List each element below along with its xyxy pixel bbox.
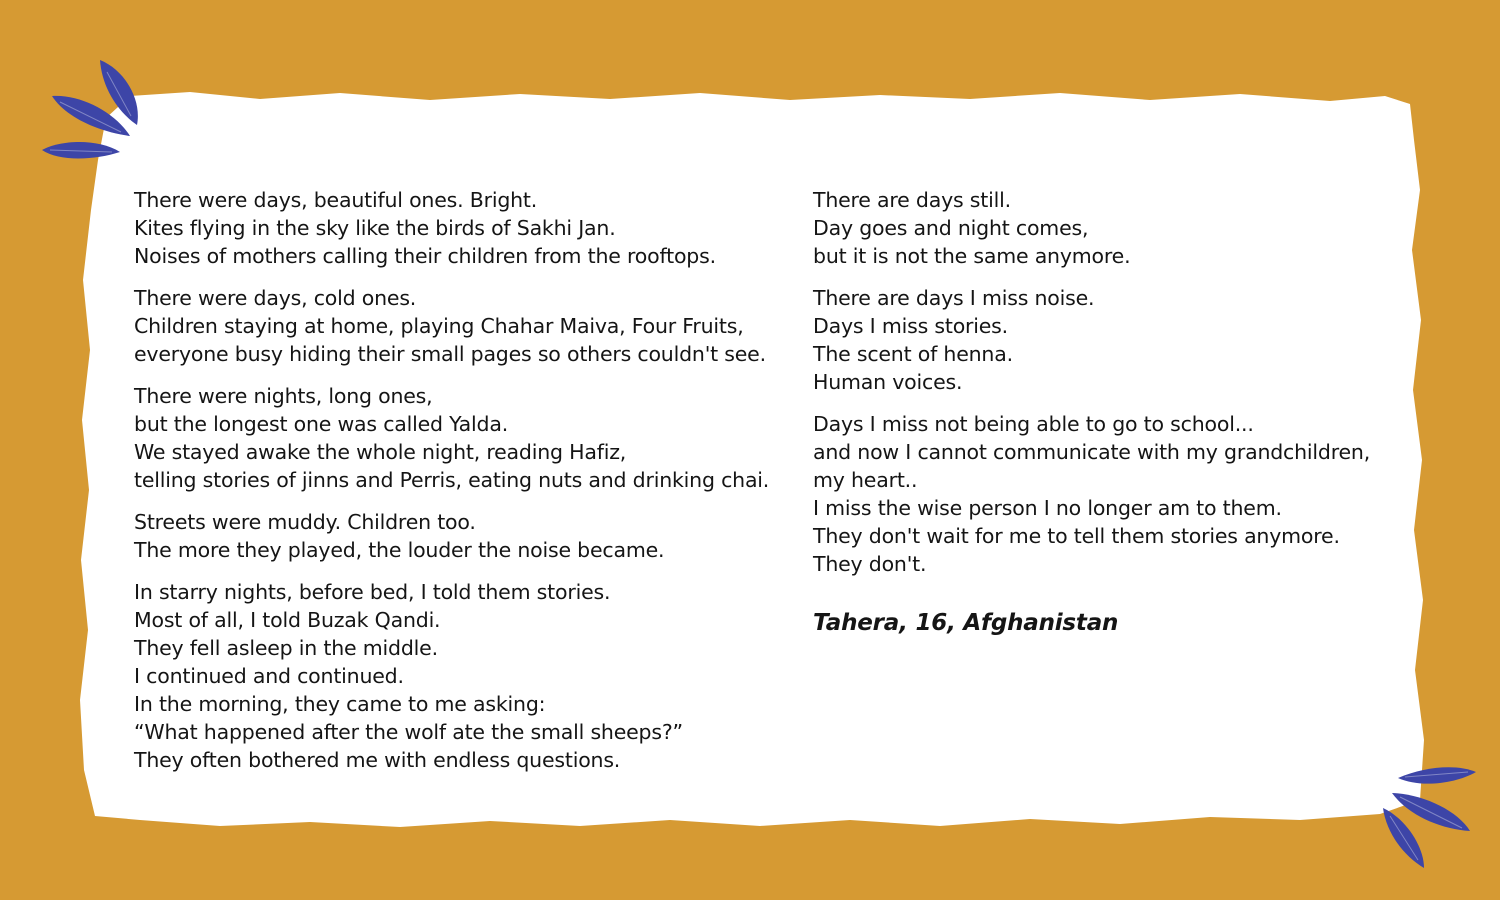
poem-line: Children staying at home, playing Chahar Maiva, Four Fruits, [134, 314, 744, 338]
poem-stanza [134, 578, 794, 774]
poem-line: Days I miss not being able to go to school... [813, 412, 1254, 436]
poem-stanza [813, 410, 1413, 578]
poem-line: The more they played, the louder the noise became. [134, 538, 665, 562]
poem-line: Most of all, I told Buzak Qandi. [134, 608, 441, 632]
poem-line: In starry nights, before bed, I told them stories. [134, 580, 611, 604]
poem-line: We stayed awake the whole night, reading Hafiz, [134, 440, 627, 464]
poem-line: The scent of henna. [813, 342, 1013, 366]
poem-line: my heart.. [813, 468, 918, 492]
poem-stanza [813, 186, 1413, 270]
poem-stanza [134, 508, 794, 564]
poem-right-column [813, 186, 1413, 638]
poem-line: “What happened after the wolf ate the small sheeps?” [134, 720, 683, 744]
poem-line: I miss the wise person I no longer am to them. [813, 496, 1282, 520]
poem-line: In the morning, they came to me asking: [134, 692, 546, 716]
poem-line: There are days I miss noise. [813, 286, 1095, 310]
poem-line: Streets were muddy. Children too. [134, 510, 476, 534]
poem-line: They fell asleep in the middle. [134, 636, 438, 660]
poem-stanza [134, 284, 794, 368]
poem-line: I continued and continued. [134, 664, 404, 688]
poem-line: There were days, cold ones. [134, 286, 417, 310]
poem-line: There were days, beautiful ones. Bright. [134, 188, 538, 212]
poem-line: They don't wait for me to tell them stories anymore. [813, 524, 1340, 548]
poem-stanza [813, 284, 1413, 396]
poem-line: They don't. [813, 552, 927, 576]
poem-line: Days I miss stories. [813, 314, 1008, 338]
poem-line: Day goes and night comes, [813, 216, 1089, 240]
poem-line: but it is not the same anymore. [813, 244, 1131, 268]
poem-line: everyone busy hiding their small pages so others couldn't see. [134, 342, 766, 366]
poem-left-column [134, 186, 794, 788]
poem-line: They often bothered me with endless questions. [134, 748, 621, 772]
poem-line: Noises of mothers calling their children from the rooftops. [134, 244, 716, 268]
poem-line: but the longest one was called Yalda. [134, 412, 509, 436]
poem-stanza [134, 186, 794, 270]
poem-line: Kites flying in the sky like the birds of Sakhi Jan. [134, 216, 616, 240]
poem-stanza [134, 382, 794, 494]
author-signature: Tahera, 16, Afghanistan [813, 610, 1119, 636]
poem-line: and now I cannot communicate with my grandchildren, [813, 440, 1371, 464]
poem-line: There were nights, long ones, [134, 384, 433, 408]
poem-line: Human voices. [813, 370, 963, 394]
poem-line: telling stories of jinns and Perris, eating nuts and drinking chai. [134, 468, 770, 492]
poem-line: There are days still. [813, 188, 1011, 212]
